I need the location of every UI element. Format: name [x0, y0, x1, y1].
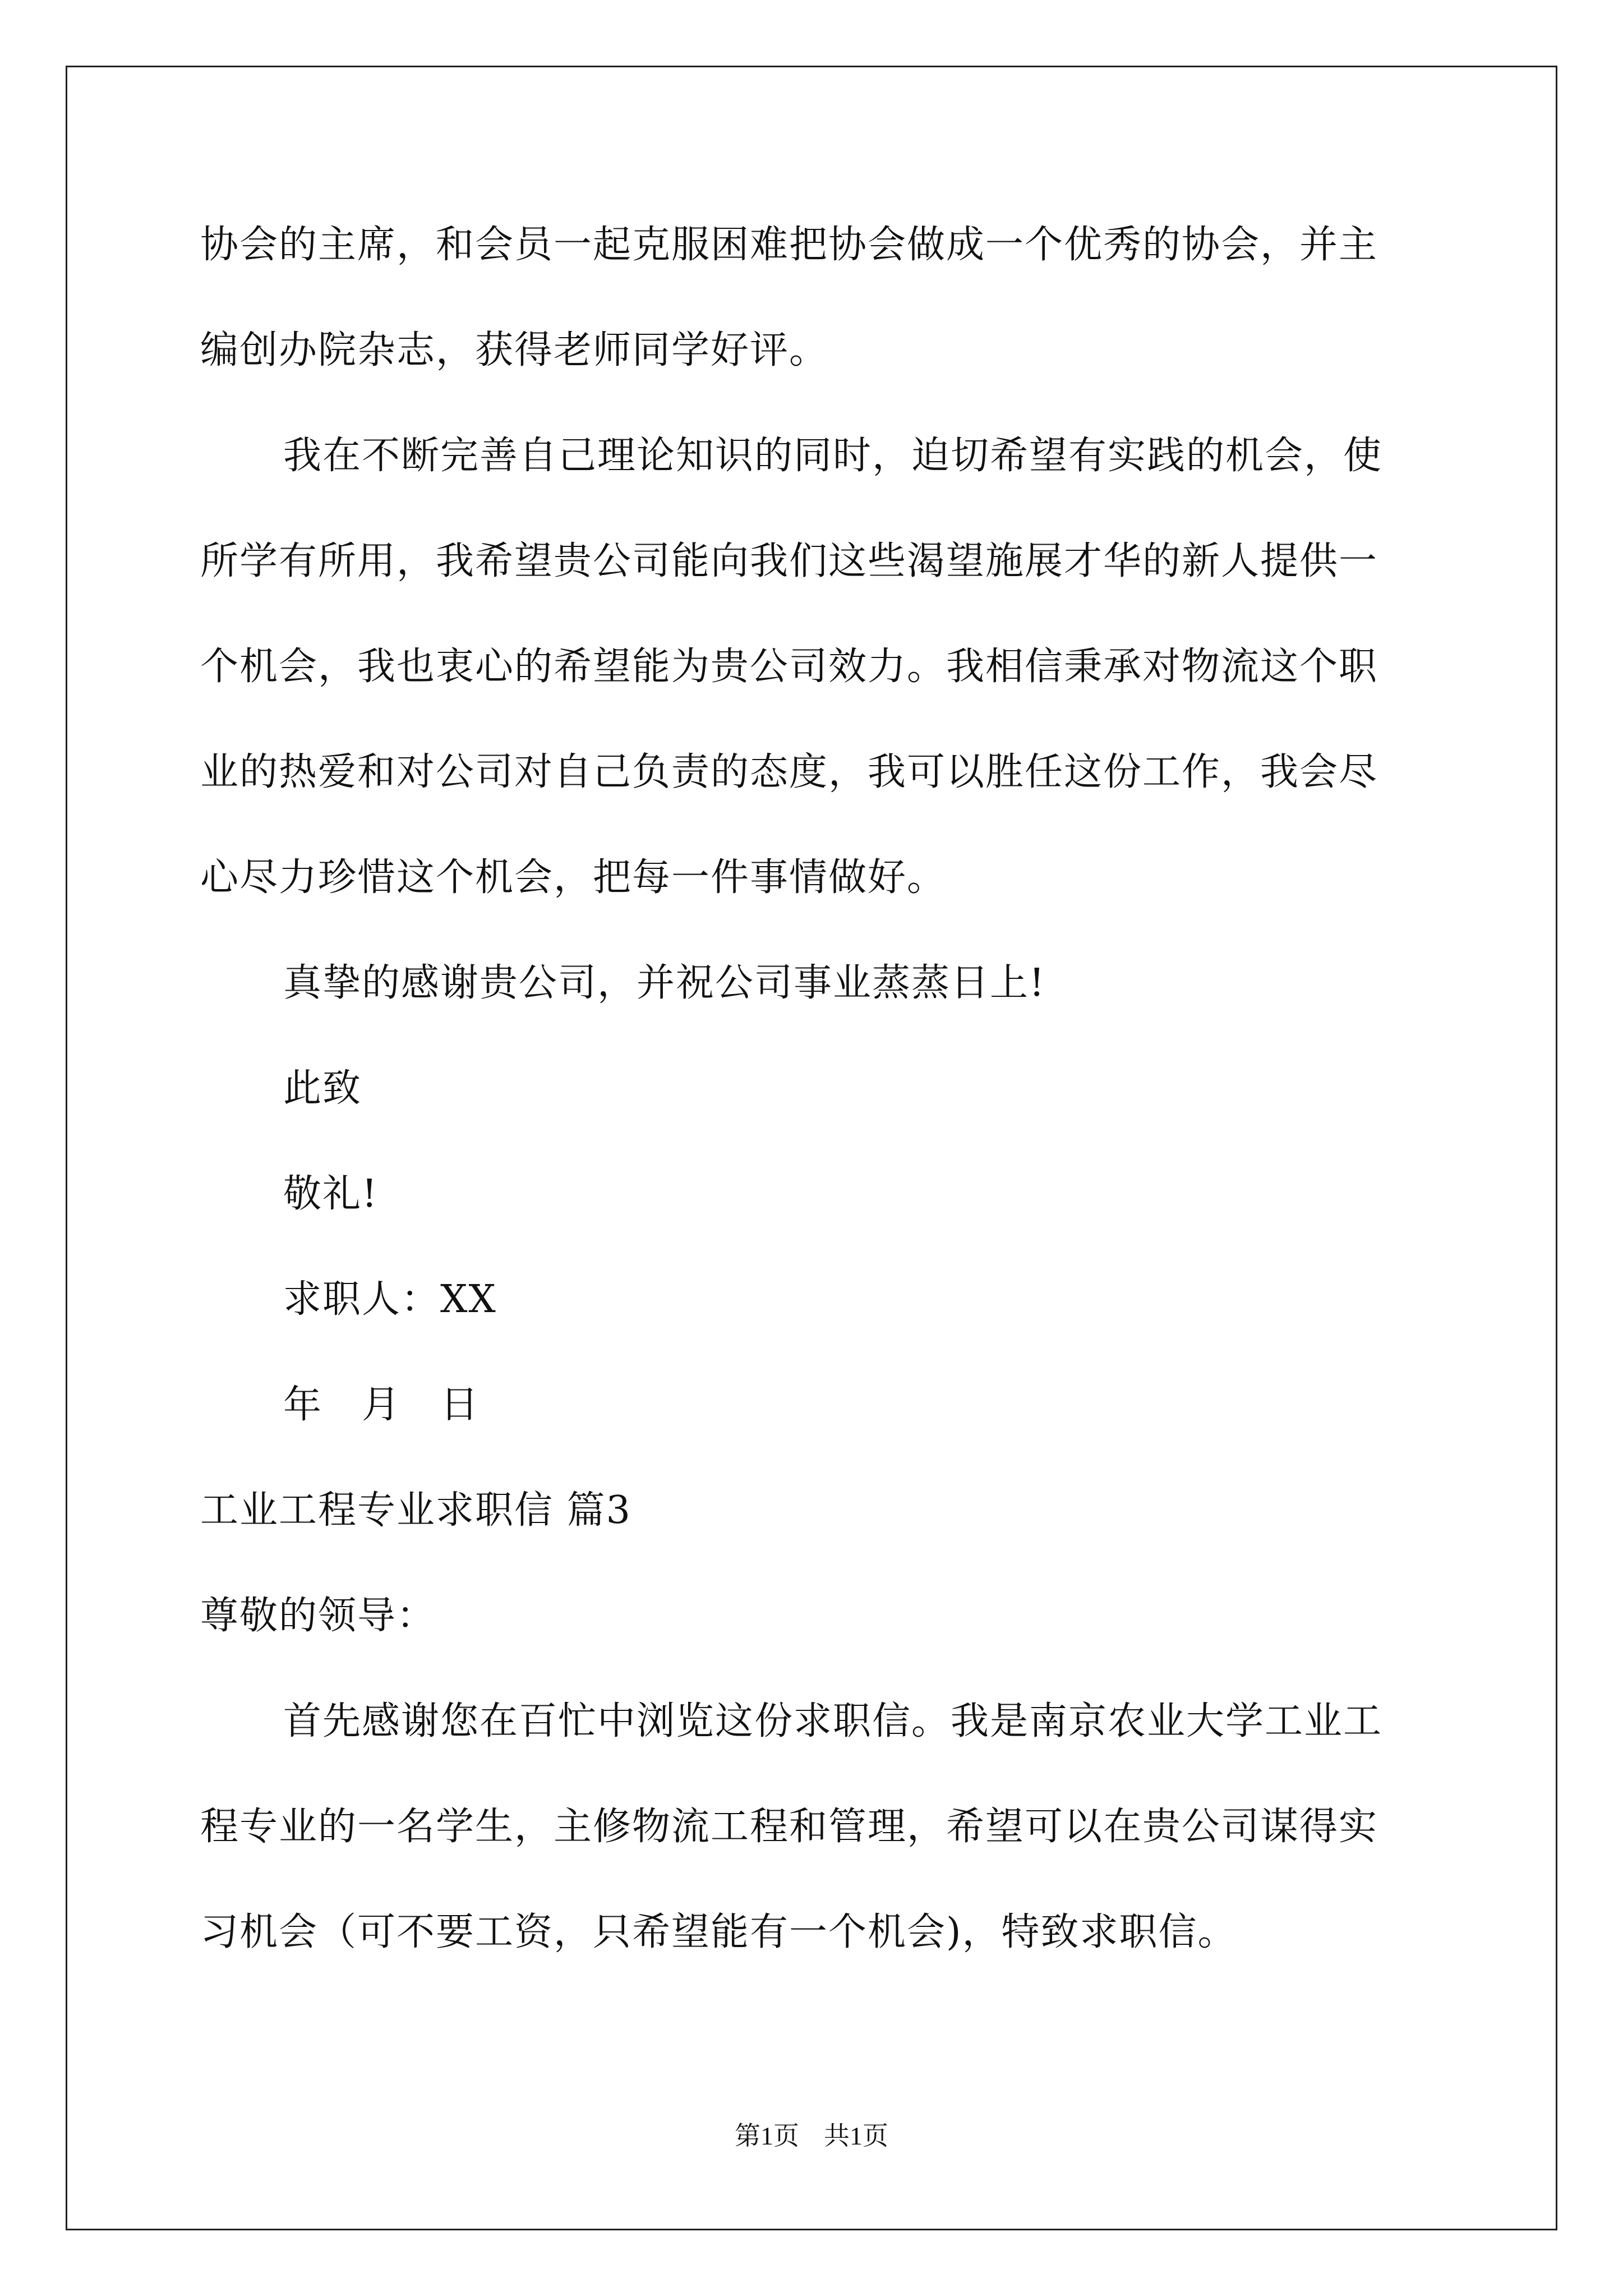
- body-line: 习机会（可不要工资，只希望能有一个机会)，特致求职信。: [200, 1910, 1237, 1954]
- page-total: 共1页: [824, 2122, 888, 2150]
- body-line: 心尽力珍惜这个机会，把每一件事情做好。: [200, 855, 947, 900]
- page-number: 第1页: [735, 2122, 799, 2150]
- body-line: 所学有所用，我希望贵公司能向我们这些渴望施展才华的新人提供一: [200, 539, 1378, 583]
- salutation-line: 此致: [283, 1066, 362, 1111]
- body-line: 首先感谢您在百忙中浏览这份求职信。我是南京农业大学工业工: [283, 1699, 1383, 1743]
- body-line: 我在不断完善自己理论知识的同时，迫切希望有实践的机会，使: [283, 434, 1383, 478]
- body-line: 协会的主席，和会员一起克服困难把协会做成一个优秀的协会，并主: [200, 223, 1378, 267]
- body-line: 程专业的一名学生，主修物流工程和管理，希望可以在贵公司谋得实: [200, 1805, 1378, 1849]
- date-line: 年 月 日: [283, 1383, 480, 1427]
- body-line: 个机会，我也衷心的希望能为贵公司效力。我相信秉承对物流这个职: [200, 645, 1378, 689]
- page-footer: [0, 2119, 1623, 2153]
- greeting-line: 尊敬的领导：: [200, 1594, 436, 1638]
- signature-line: 求职人：XX: [283, 1277, 497, 1322]
- section-heading: 工业工程专业求职信 篇3: [200, 1488, 631, 1533]
- closing-line: 真挚的感谢贵公司，并祝公司事业蒸蒸日上!: [283, 961, 1046, 1005]
- body-line: 业的热爱和对公司对自己负责的态度，我可以胜任这份工作，我会尽: [200, 750, 1378, 794]
- body-line: 编创办院杂志，获得老师同学好评。: [200, 328, 829, 372]
- salutation-line: 敬礼!: [283, 1172, 379, 1216]
- document-body: [200, 219, 1423, 2012]
